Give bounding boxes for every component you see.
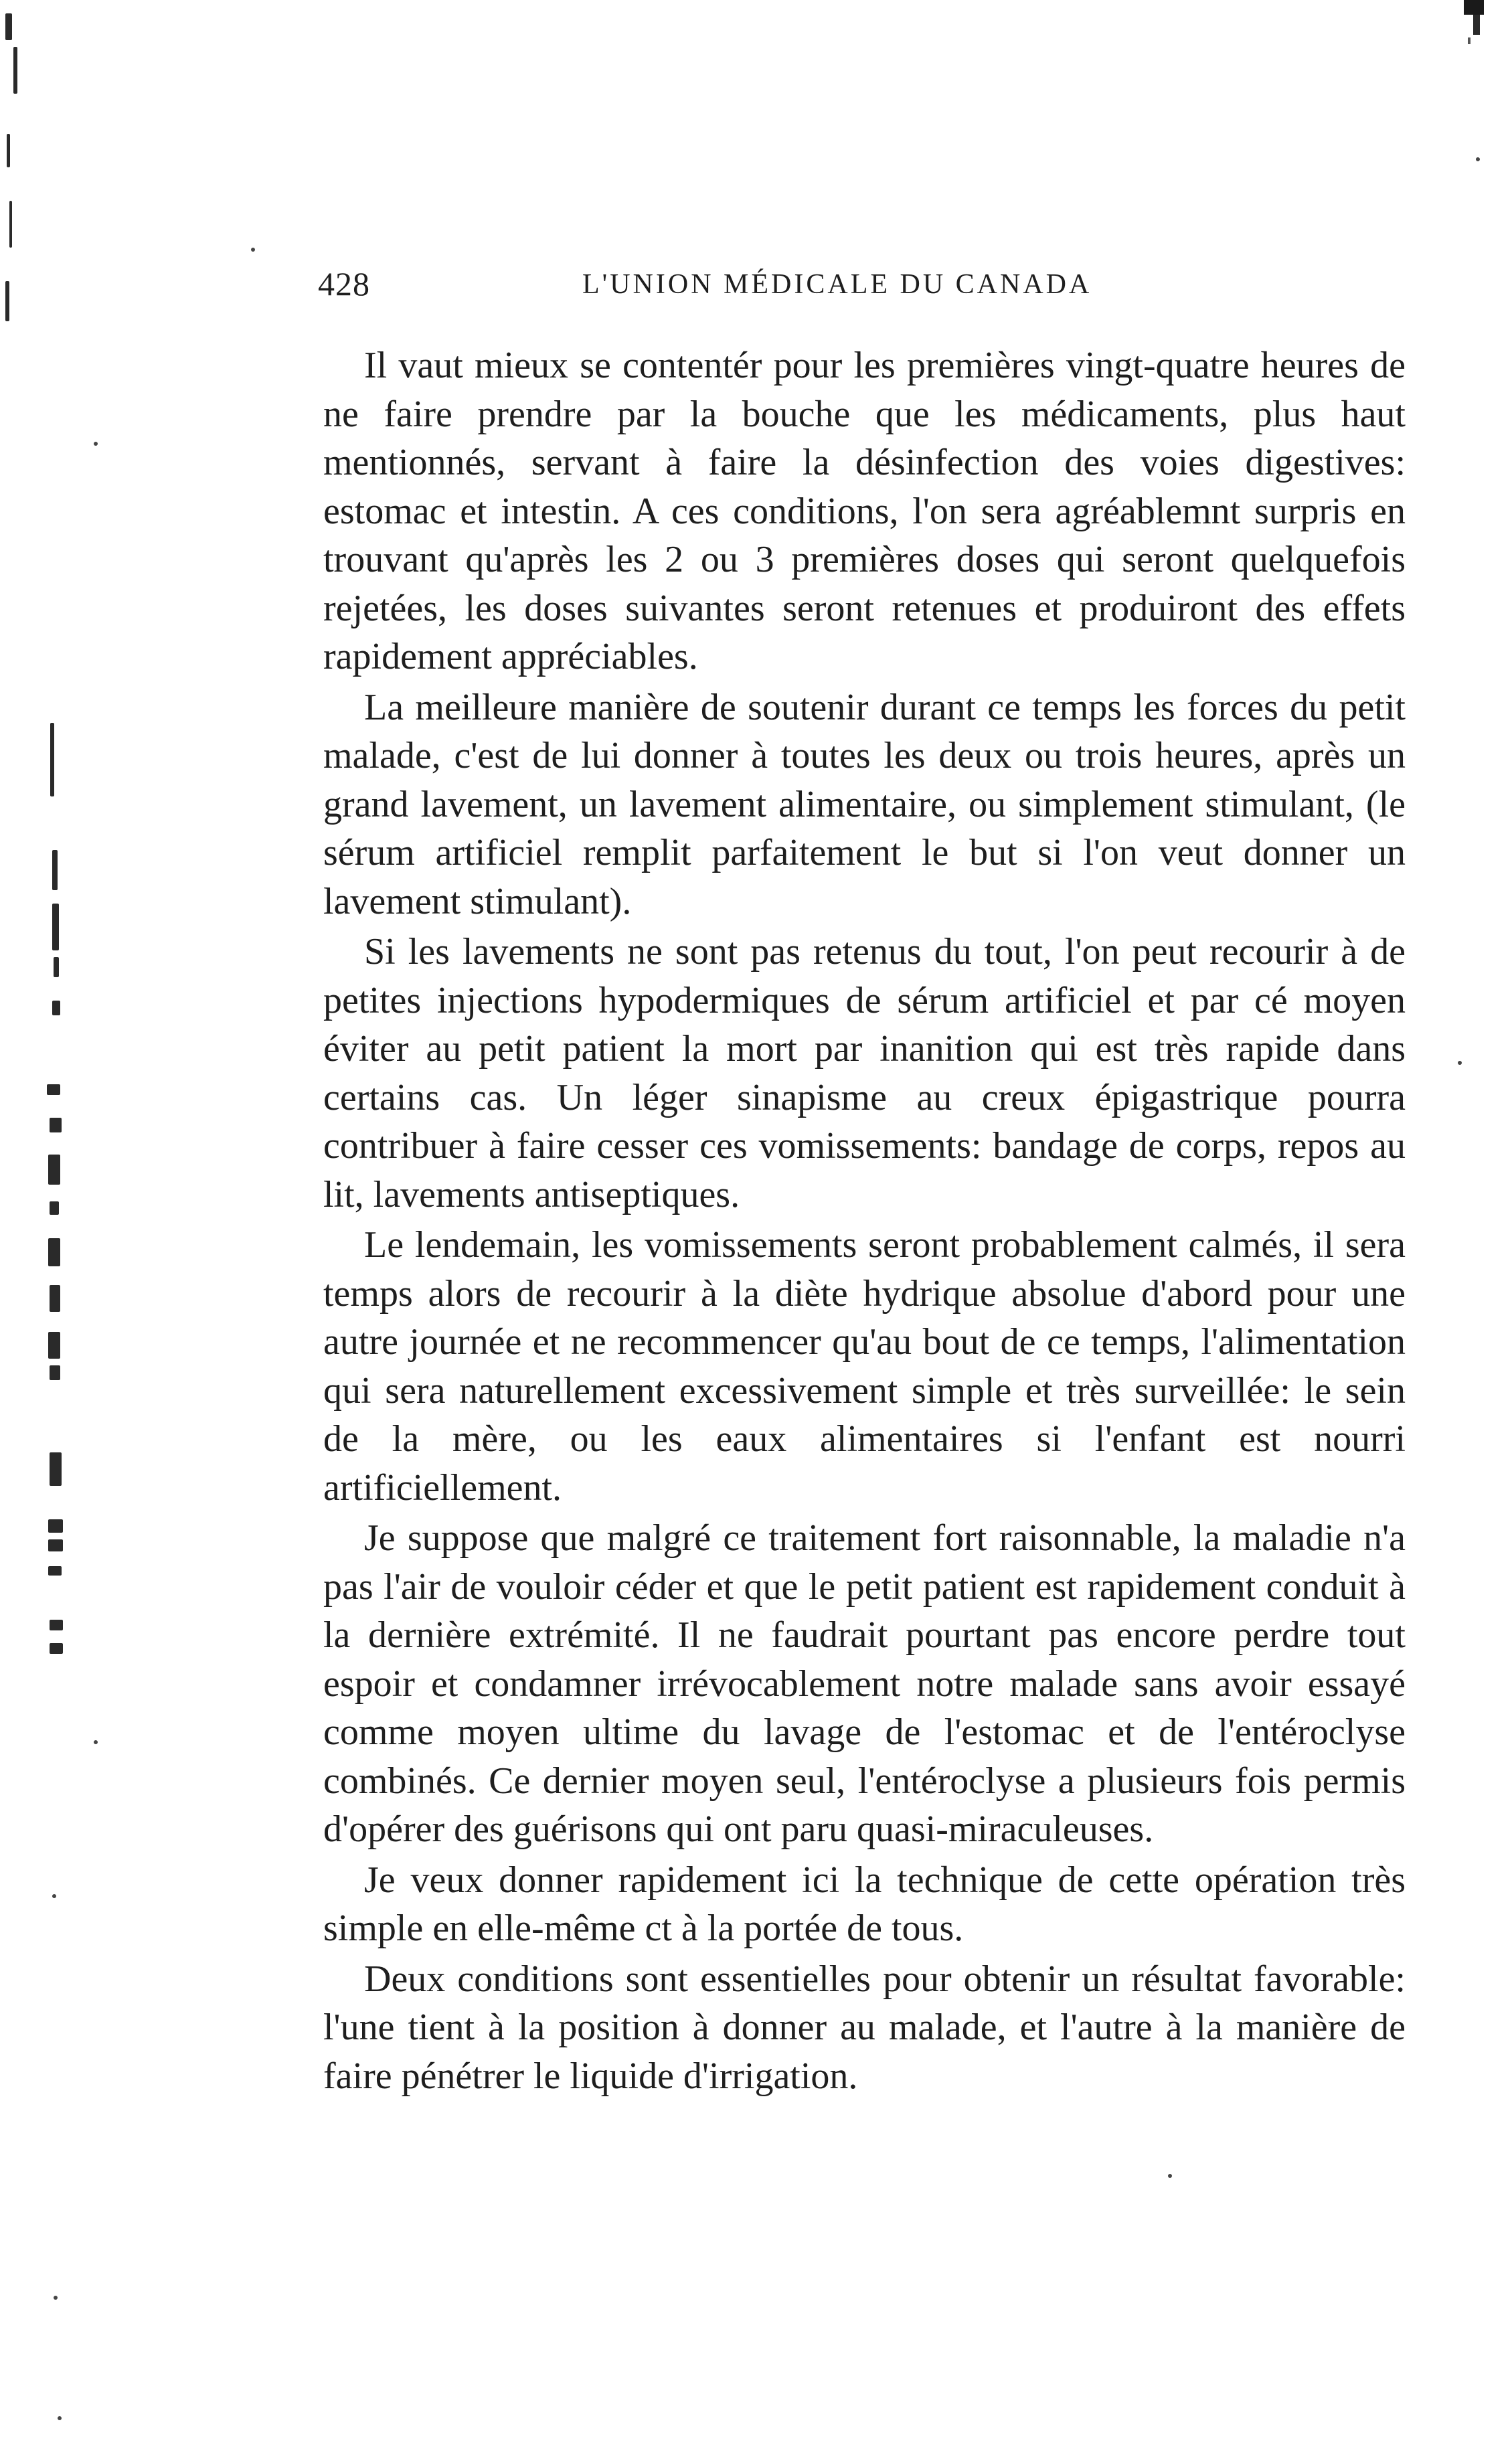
- corner-scan-mark: [1450, 0, 1491, 47]
- paragraph: Je suppose que malgré ce traitement fort raisonnable, la maladie n'a pas l'air de vouloir céder et que le petit patient est rapidement conduit à la dernière extrémité. Il ne faudrait pourtant pas encore perdre tout espoir et condamner irrévocablement notre malade sans avoir essayé comme moyen ultime du lavage de l'estomac et de l'entéroclyse combinés. Ce dernier moyen seul, l'entéroclyse a plusieurs fois permis d'opérer des guérisons qui ont paru quasi-miraculeuses.: [323, 1517, 1406, 1850]
- paragraph: Deux conditions sont essentielles pour obtenir un résultat favorable: l'une tient à la position à donner au malade, et l'autre à la manière de faire pénétrer le liquide d'irrigation.: [323, 1958, 1406, 2097]
- paragraph: La meilleure manière de soutenir durant ce temps les forces du petit malade, c'est de lui donner à toutes les deux ou trois heures, après un grand lavement, un lavement alimentaire, ou simplement stimulant, (le sérum artificiel remplit parfaitement le but si l'on veut donner un lavement stimulant).: [323, 686, 1406, 922]
- article-body: [323, 341, 1406, 2102]
- running-header: [318, 264, 1155, 318]
- paragraph: Il vaut mieux se contentér pour les premières vingt-quatre heures de ne faire prendre par la bouche que les médicaments, plus haut mentionnés, servant à faire la désinfection des voies digestives: estomac et intestin. A ces conditions, l'on sera agréablemnt surpris en trouvant qu'après les 2 ou 3 premières doses qui seront quelquefois rejetées, les doses suivantes seront retenues et produiront des effets rapidement appréciables.: [323, 345, 1406, 677]
- page-number: 428: [318, 265, 370, 303]
- paragraph: Si les lavements ne sont pas retenus du tout, l'on peut recourir à de petites injections hypodermiques de sérum artificiel et par cé moyen éviter au petit patient la mort par inanition qui est très rapide dans certains cas. Un léger sinapisme au creux épigastrique pourra contribuer à faire cesser ces vomissements: bandage de corps, repos au lit, lavements antiseptiques.: [323, 931, 1406, 1215]
- paragraph: Je veux donner rapidement ici la technique de cette opération très simple en elle-même ct à la portée de tous.: [323, 1859, 1406, 1949]
- journal-title: L'UNION MÉDICALE DU CANADA: [582, 269, 1092, 300]
- paragraph: Le lendemain, les vomissements seront probablement calmés, il sera temps alors de recourir à la diète hydrique absolue d'abord pour une autre journée et ne recommencer qu'au bout de ce temps, l'alimentation qui sera naturellement excessivement simple et très surveillée: le sein de la mère, ou les eaux alimentaires si l'enfant est nourri artificiellement.: [323, 1224, 1406, 1509]
